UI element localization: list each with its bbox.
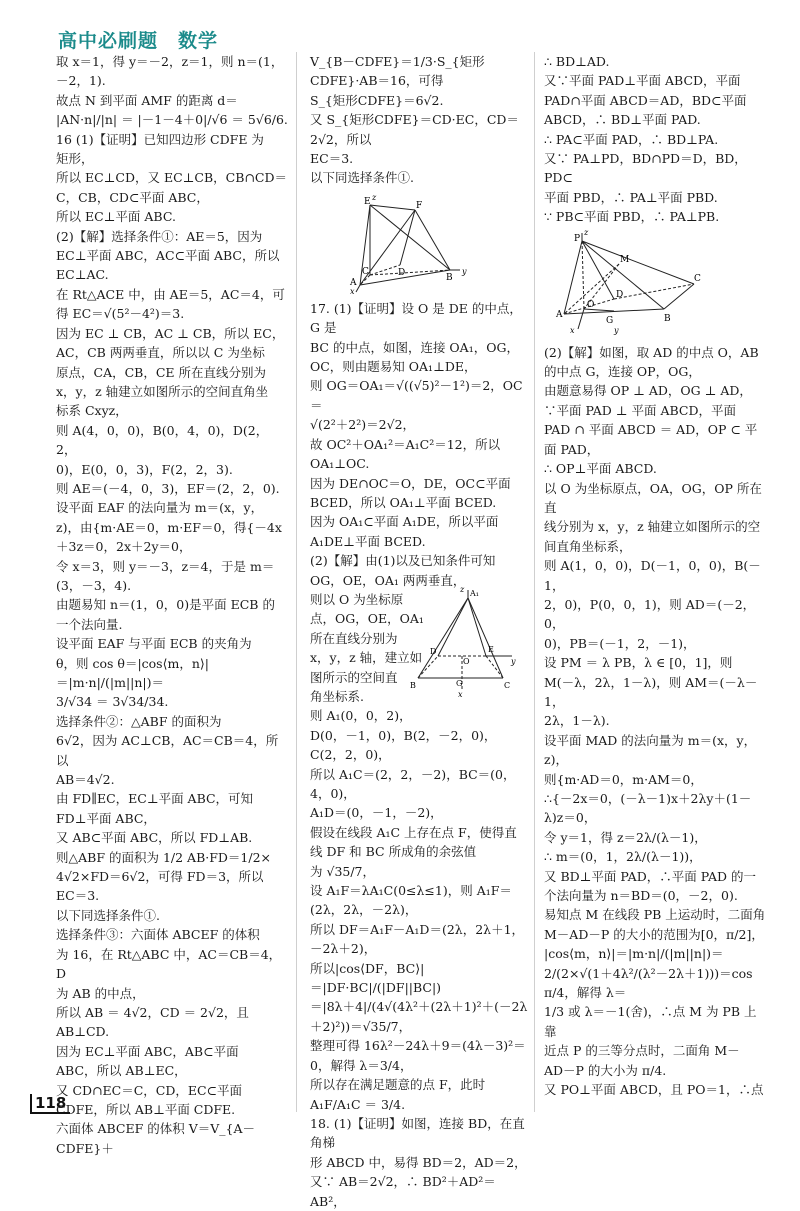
text-line: OA₁⊥OC. <box>310 456 370 472</box>
text-line: V_{B－CDFE}＝1/3·S_{矩形CDFE}·AB＝16，可得 <box>310 54 485 89</box>
fig-label: P <box>574 233 581 244</box>
text-line: 一个法向量. <box>56 616 123 632</box>
text-line: 选择条件③：六面体 ABCEF 的体积 <box>56 927 260 943</box>
text-line: AB⊥CD. <box>56 1024 110 1040</box>
text-line: 18. (1)【证明】如图，连接 BD，在直角梯 <box>310 1115 525 1151</box>
text-line: S_{矩形CDFE}＝6√2. <box>310 92 444 108</box>
text-line: z)，由{m·AE＝0，m·EF＝0，得{－4x＋3z＝0，2x＋2y＝0， <box>56 519 282 555</box>
text-line: ∴ BD⊥AD. <box>544 54 610 69</box>
figure-17-pyramid <box>408 586 518 698</box>
text-line: 图所示的空间直 <box>310 669 398 685</box>
text-line: 则 A(4，0，0)，B(0，4，0)，D(2，2， <box>56 422 269 458</box>
text-line: 以下同选择条件①. <box>56 907 160 923</box>
fig-label: y <box>614 325 619 335</box>
fig-label: B <box>410 680 416 690</box>
column-divider <box>534 52 535 1112</box>
text-line: AD－P 的大小为 π/4. <box>544 1062 667 1078</box>
text-line: 近点 P 的三等分点时，二面角 M－ <box>544 1043 740 1059</box>
text-line: ABC，所以 AB⊥EC， <box>56 1063 187 1079</box>
text-line: 则 A₁(0，0，2)， <box>310 708 412 724</box>
text-line: (2)【解】如图，取 AD 的中点 O，AB <box>544 344 759 360</box>
text-line: 又 PO⊥平面 ABCD，且 PO＝1，∴点 <box>544 1082 764 1098</box>
text-line: 为 16，在 Rt△ABC 中，AC＝CB＝4，D <box>56 946 282 982</box>
text-line: 3/√34 ＝ 3√34/34. <box>56 694 169 710</box>
text-line: 设平面 EAF 的法向量为 m＝(x，y， <box>56 500 264 516</box>
text-line: 又∵ PA⊥PD，BD∩PD＝D，BD，PD⊂ <box>544 151 747 186</box>
column-middle <box>310 52 528 1211</box>
fig-label: y <box>511 656 516 666</box>
text-line: 0)，PB＝(－1，2，－1)， <box>544 635 696 651</box>
text-line: 令 x＝3，则 y＝－3，z＝4，于是 m＝ <box>56 558 275 574</box>
text-line: 所以 EC⊥平面 ABC. <box>56 209 176 225</box>
fig-label: z <box>372 192 377 202</box>
text-line: 点，OG，OE，OA₁ <box>310 611 424 627</box>
text-line: 为 √35/7， <box>310 863 376 879</box>
text-line: 假设在线段 A₁C 上存在点 F，使得直 <box>310 824 517 840</box>
text-line: CDFE，所以 AB⊥平面 CDFE. <box>56 1101 236 1117</box>
text-line: FD⊥平面 ABC， <box>56 810 156 826</box>
text-line: 又 S_{矩形CDFE}＝CD·EC，CD＝2√2，所以 <box>310 112 519 147</box>
text-line: 以下同选择条件①. <box>310 170 414 186</box>
text-line: A₁F/A₁C ＝ 3/4. <box>310 1096 406 1112</box>
text-line: －2，1). <box>56 73 106 89</box>
text-line: 线分别为 x，y，z 轴建立如图所示的空 <box>544 519 761 535</box>
text-line: 原点，CA，CB，CE 所在直线分别为 <box>56 364 267 380</box>
text-line: 标系 Cxyz， <box>56 403 128 419</box>
text-line: 面 PAD， <box>544 441 600 457</box>
text-line: √(2²＋2²)＝2√2， <box>310 417 416 433</box>
text-line: 间直角坐标系， <box>544 538 632 554</box>
text-line: 得 EC＝√(5²－4²)＝3. <box>56 306 185 322</box>
text-line: 以 O 为坐标原点，OA，OG，OP 所在直 <box>544 480 762 515</box>
text-line: C，CB，CD⊂平面 ABC， <box>56 189 209 205</box>
fig-label: D <box>616 289 624 300</box>
text-line: ＝|8λ＋4|/(4√(4λ²＋(2λ＋1)²＋(－2λ＋2)²))＝√35/7， <box>310 999 528 1034</box>
text-line: 则 AE＝(－4，0，3)，EF＝(2，2，0). <box>56 480 280 496</box>
text-line: 则 OG＝OA₁＝√((√5)²－1²)＝2，OC＝ <box>310 378 523 413</box>
text-line: BC 的中点，如图，连接 OA₁，OG， <box>310 339 519 355</box>
text-line: A₁DE⊥平面 BCED. <box>310 533 426 549</box>
text-line: ∵ PB⊂平面 PBD，∴ PA⊥PB. <box>544 209 720 225</box>
fig17-block <box>310 585 528 726</box>
text-line: 取 x＝1，得 y＝－2，z＝1，则 n＝(1， <box>56 54 284 69</box>
text-line: 个法向量为 n＝BD＝(0，－2，0). <box>544 888 738 904</box>
text-line: 则 A(1，0，0)，D(－1，0，0)，B(－1， <box>544 558 761 593</box>
text-line: 则以 O 为坐标原 <box>310 591 404 607</box>
column-divider <box>296 52 297 1112</box>
text-line: 所以 EC⊥CD，又 EC⊥CB，CB∩CD＝ <box>56 170 287 186</box>
text-line: D(0，－1，0)，B(2，－2，0)，C(2，2，0)， <box>310 727 497 763</box>
figure-18-pyramid <box>554 229 704 339</box>
text-line: x，y，z 轴，建立如 <box>310 650 423 666</box>
text-line: (2)【解】选择条件①：AE＝5，因为 <box>56 228 263 244</box>
text-line: 又∵平面 PAD⊥平面 ABCD，平面 <box>544 73 741 89</box>
text-line: 又 CD∩EC＝C，CD，EC⊂平面 <box>56 1082 243 1098</box>
text-line: 因为 OA₁⊂平面 A₁DE，所以平面 <box>310 514 499 530</box>
text-line: (3，－3，4). <box>56 577 132 593</box>
fig-label: O <box>587 299 595 310</box>
text-line: 所以|cos⟨DF，BC⟩|＝|DF·BC|/(|DF||BC|) <box>310 960 442 996</box>
text-line: 16 (1)【证明】已知四边形 CDFE 为 <box>56 131 264 147</box>
text-line: ∴ m＝(0，1，2λ/(λ－1))， <box>544 849 702 865</box>
fig-label: E <box>364 196 371 207</box>
text-line: AB＝4√2. <box>56 772 115 788</box>
text-line: 所以 DF＝A₁F－A₁D＝(2λ，2λ＋1，－2λ＋2)， <box>310 921 525 957</box>
fig-label: C <box>504 680 511 690</box>
page-number: 118 <box>30 1094 70 1114</box>
text-line: EC＝3. <box>310 151 354 167</box>
text-line: ∵平面 PAD ⊥ 平面 ABCD，平面 <box>544 402 736 418</box>
fig-label: A₁ <box>470 588 479 598</box>
text-line: |AN·n|/|n| ＝ |－1－4＋0|/√6 ＝ 5√6/6. <box>56 112 288 128</box>
text-line: 因为 DE∩OC＝O，DE，OC⊂平面 <box>310 475 511 491</box>
text-line: PAD∩平面 ABCD＝AD，BD⊂平面 <box>544 92 747 108</box>
text-line: 又 AB⊂平面 ABC，所以 FD⊥AB. <box>56 830 253 846</box>
text-line: 设 PM ＝ λ PB，λ ∈ [0，1]，则 <box>544 655 733 671</box>
text-line: 由题易知 n＝(1，0，0)是平面 ECB 的 <box>56 597 275 613</box>
text-line: ABCD，∴ BD⊥平面 PAD. <box>544 112 701 128</box>
fig-label: z <box>584 228 589 237</box>
text-line: 在 Rt△ACE 中，由 AE＝5，AC＝4，可 <box>56 286 285 302</box>
text-line: 1/3 或 λ＝－1(舍)，∴点 M 为 PB 上靠 <box>544 1004 757 1039</box>
fig-label: D <box>398 267 406 278</box>
text-line: x，y，z 轴建立如图所示的空间直角坐 <box>56 383 269 399</box>
text-line: (2)【解】由(1)以及已知条件可知 <box>310 553 496 569</box>
text-line: 则△ABF 的面积为 1/2 AB·FD＝1/2× <box>56 849 272 865</box>
text-line: 设 A₁F＝λA₁C(0≤λ≤1)，则 A₁F＝ <box>310 883 512 899</box>
text-line: AC，CB 两两垂直，所以以 C 为坐标 <box>56 345 265 361</box>
fig-label: C <box>362 266 369 277</box>
fig-label: x <box>458 689 463 698</box>
figure-16-tetrahedron <box>320 190 470 295</box>
fig-label: z <box>460 585 465 594</box>
page-header: 高中必刷题 数学 <box>58 30 219 52</box>
text-line: 整理可得 16λ²－24λ＋9＝(4λ－3)²＝ <box>310 1038 526 1054</box>
text-line: 则{m·AD＝0，m·AM＝0， <box>544 771 703 787</box>
text-line: 由 FD∥EC，EC⊥平面 ABC，可知 <box>56 791 254 807</box>
column-left <box>56 52 288 1158</box>
text-line: 2λ，1－λ). <box>544 713 610 729</box>
text-line: 形 ABCD 中，易得 BD＝2，AD＝2， <box>310 1154 527 1170</box>
text-line: |cos⟨m，n⟩|＝|m·n|/(|m||n|)＝ <box>544 946 724 962</box>
text-line: OG，OE，OA₁ 两两垂直， <box>310 572 466 588</box>
text-line: 矩形， <box>56 151 94 167</box>
text-line: 所以存在满足题意的点 F，此时 <box>310 1077 486 1093</box>
text-line: EC⊥平面 ABC，AC⊂平面 ABC，所以 <box>56 248 280 264</box>
fig-label: x <box>350 286 355 295</box>
fig-label: y <box>462 266 467 276</box>
text-line: 6√2，因为 AC⊥CB，AC＝CB＝4，所以 <box>56 733 279 768</box>
text-line: PAD ∩ 平面 ABCD ＝ AD，OP ⊂ 平 <box>544 422 758 438</box>
text-line: EC⊥AC. <box>56 267 109 283</box>
text-line: 17. (1)【证明】设 O 是 DE 的中点，G 是 <box>310 300 522 336</box>
text-line: 六面体 ABCEF 的体积 V＝V_{A－CDFE}＋ <box>56 1121 256 1156</box>
fig-label: C <box>694 273 701 284</box>
text-line: M－AD－P 的大小的范围为[0，π/2]， <box>544 926 764 942</box>
fig-label: A <box>350 277 357 288</box>
text-line: A₁D＝(0，－1，－2)， <box>310 805 443 821</box>
text-line: 设平面 EAF 与平面 ECB 的夹角为 <box>56 636 252 652</box>
fig-label: x <box>570 325 575 335</box>
text-line: 故 OC²＋OA₁²＝A₁C²＝12，所以 <box>310 436 501 452</box>
text-line: 又∵ AB＝2√2，∴ BD²＋AD²＝AB²， <box>310 1174 496 1209</box>
fig-label: G <box>606 315 614 326</box>
text-line: BCED，所以 OA₁⊥平面 BCED. <box>310 494 497 510</box>
fig-label: O <box>463 656 470 666</box>
text-line: 为 AB 的中点， <box>56 985 145 1001</box>
text-line: OC，则由题易知 OA₁⊥DE， <box>310 359 477 375</box>
fig-label: G <box>456 678 463 688</box>
text-line: M(－λ，2λ，1－λ)，则 AM＝(－λ－1， <box>544 674 758 709</box>
text-line: 0，解得 λ＝3/4， <box>310 1057 413 1073</box>
fig-label: B <box>664 313 671 324</box>
fig-label: A <box>556 309 563 320</box>
text-line: 因为 EC ⊥ CB，AC ⊥ CB，所以 EC， <box>56 325 285 341</box>
text-line: ∴ PA⊂平面 PAD，∴ BD⊥PA. <box>544 131 719 147</box>
text-line: 由题意易得 OP ⊥ AD，OG ⊥ AD， <box>544 383 752 399</box>
fig-label: M <box>620 254 630 265</box>
text-line: ∴{－2x＝0，(－λ－1)x＋2λy＋(1－λ)z＝0， <box>544 791 752 826</box>
text-line: 的中点 G，连接 OP，OG， <box>544 364 701 380</box>
text-line: ∴ OP⊥平面 ABCD. <box>544 461 657 477</box>
text-line: 所以 A₁C＝(2，2，－2)，BC＝(0，4，0)， <box>310 766 516 801</box>
fig-label: E <box>488 644 494 654</box>
text-line: 线 DF 和 BC 所成角的余弦值 <box>310 844 477 860</box>
fig-label: D <box>430 646 437 656</box>
text-line: 设平面 MAD 的法向量为 m＝(x，y，z)， <box>544 732 757 768</box>
text-line: 2，0)，P(0，0，1)，则 AD＝(－2，0， <box>544 596 756 632</box>
text-line: 令 y＝1，得 z＝2λ/(λ－1)， <box>544 829 707 845</box>
text-line: 0)，E(0，0，3)，F(2，2，3). <box>56 461 233 477</box>
text-line: 平面 PBD，∴ PA⊥平面 PBD. <box>544 189 718 205</box>
text-line: 2/(2×√(1＋4λ²/(λ²－2λ＋1)))＝cos π/4，解得 λ＝ <box>544 965 753 1001</box>
text-line: 易知点 M 在线段 PB 上运动时，二面角 <box>544 907 766 923</box>
column-right <box>544 52 766 1100</box>
text-line: 因为 EC⊥平面 ABC，AB⊂平面 <box>56 1043 239 1059</box>
text-line: 选择条件②：△ABF 的面积为 <box>56 713 222 729</box>
text-line: 故点 N 到平面 AMF 的距离 d＝ <box>56 92 238 108</box>
text-line: θ，则 cos θ＝|cos⟨m，n⟩|＝|m·n|/(|m||n|)＝ <box>56 655 209 690</box>
text-line: (2λ，2λ，－2λ)， <box>310 902 418 918</box>
text-line: EC＝3. <box>56 888 100 904</box>
text-line: 又 BD⊥平面 PAD，∴平面 PAD 的一 <box>544 868 756 884</box>
text-line: 所在直线分别为 <box>310 630 398 646</box>
text-line: 4√2×FD＝6√2，可得 FD＝3，所以 <box>56 869 264 885</box>
fig-label: F <box>416 200 423 211</box>
text-line: 角坐标系. <box>310 688 364 704</box>
text-line: 所以 AB ＝ 4√2，CD ＝ 2√2，且 <box>56 1004 249 1020</box>
fig-label: B <box>446 272 453 283</box>
